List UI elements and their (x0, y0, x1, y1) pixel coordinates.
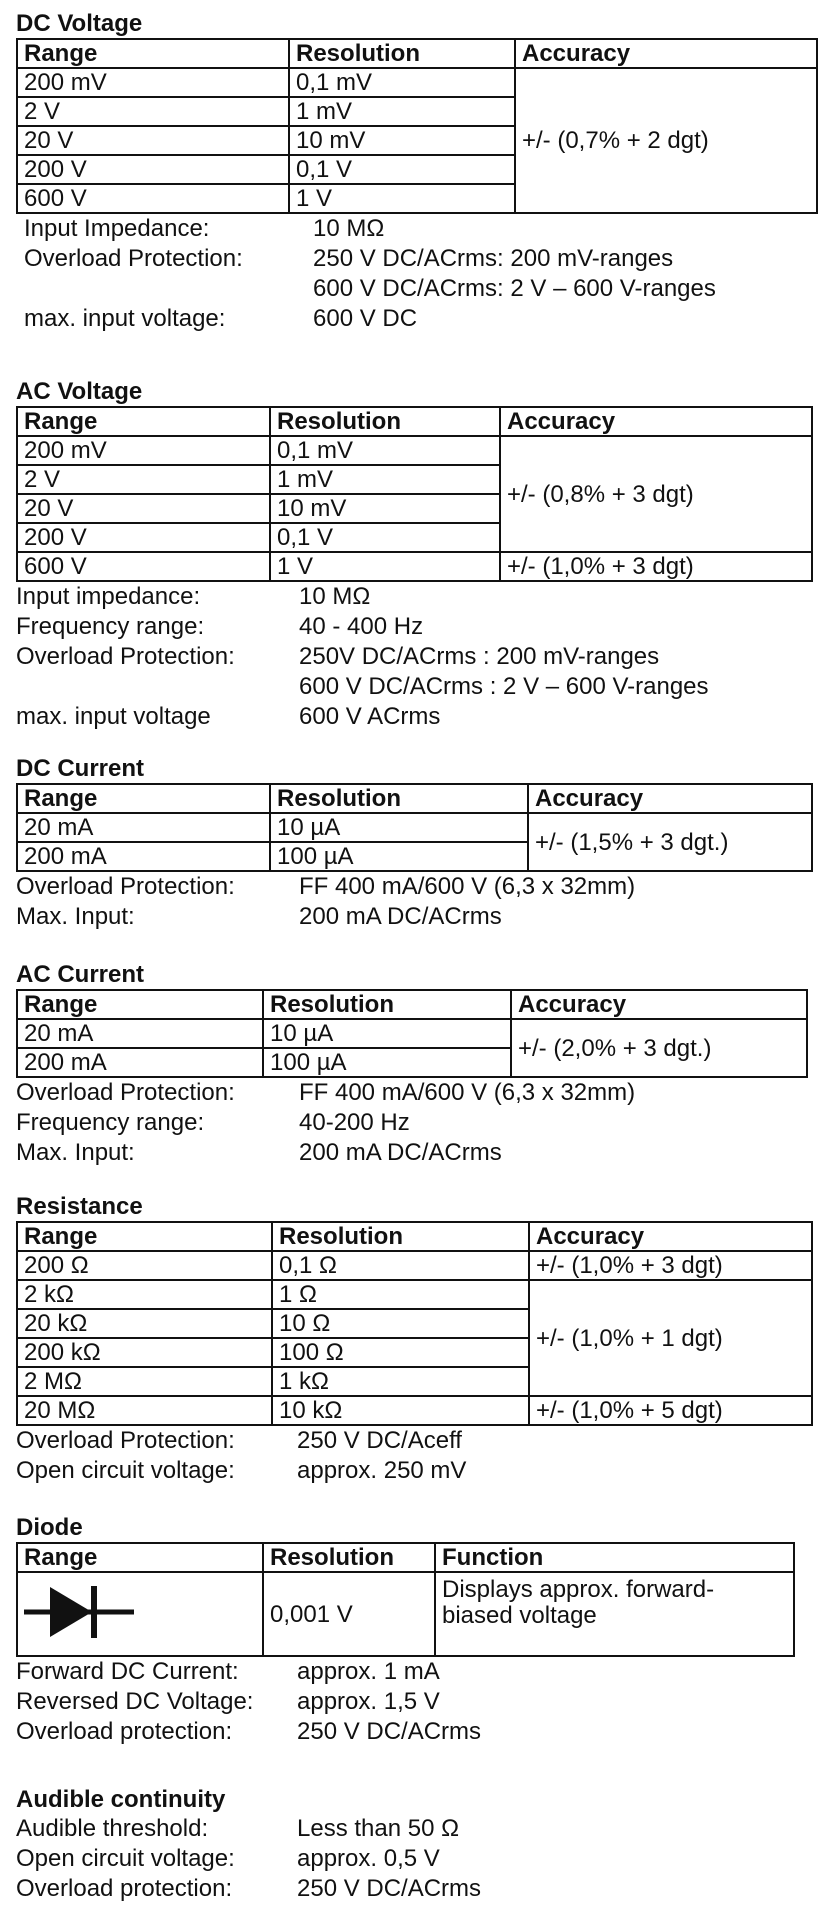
range-cell: 2 V (17, 97, 289, 126)
header-resolution: Resolution (272, 1222, 529, 1251)
spec-label: Overload Protection: (16, 1427, 235, 1454)
table-row (17, 813, 812, 842)
spec-value: 250 V DC/Aceff (297, 1427, 462, 1454)
spec-value: 40-200 Hz (299, 1109, 410, 1136)
header-range: Range (17, 1222, 272, 1251)
spec-row (16, 1078, 808, 1108)
spec-value: 600 V DC (313, 305, 418, 332)
resolution-cell: 10 µA (270, 813, 528, 842)
spec-row (16, 1844, 481, 1874)
range-cell: 200 mV (17, 68, 289, 97)
spec-value: 250 V DC/ACrms: 200 mV-ranges (313, 245, 674, 272)
range-cell: 200 V (17, 523, 270, 552)
table-header-row (17, 407, 812, 436)
resolution-cell: 100 µA (263, 1048, 511, 1077)
table-header-row (17, 1222, 812, 1251)
ac-voltage-table (16, 406, 813, 582)
range-cell (17, 1572, 263, 1656)
spec-row (24, 304, 818, 334)
header-accuracy: Accuracy (500, 407, 812, 436)
spec-row (16, 902, 813, 932)
header-accuracy: Accuracy (529, 1222, 812, 1251)
spec-value: 600 V DC/ACrms: 2 V – 600 V-ranges (313, 275, 716, 302)
spec-label: Max. Input: (16, 1139, 135, 1166)
resolution-cell: 10 µA (263, 1019, 511, 1048)
header-range: Range (17, 784, 270, 813)
spec-value: 200 mA DC/ACrms (299, 1139, 502, 1166)
spec-value: approx. 0,5 V (297, 1845, 440, 1872)
dc-current-section (16, 755, 813, 932)
spec-label: Frequency range: (16, 613, 205, 640)
spec-value: Less than 50 Ω (297, 1815, 460, 1842)
spec-row (16, 702, 813, 732)
table-row (17, 436, 812, 465)
accuracy-cell: +/- (1,0% + 3 dgt) (500, 552, 812, 581)
spec-row (16, 1874, 481, 1904)
spec-value: FF 400 mA/600 V (6,3 x 32mm) (299, 1079, 636, 1106)
accuracy-cell: +/- (1,5% + 3 dgt.) (528, 813, 812, 871)
resolution-cell: 0,1 mV (270, 436, 500, 465)
spec-row (16, 1456, 813, 1486)
table-row (17, 1572, 794, 1656)
spec-row (24, 274, 818, 304)
range-cell: 2 MΩ (17, 1367, 272, 1396)
resolution-cell: 0,1 Ω (272, 1251, 529, 1280)
range-cell: 20 V (17, 494, 270, 523)
spec-row (16, 1657, 795, 1687)
diode-symbol-icon (24, 1582, 134, 1642)
resolution-cell: 0,001 V (263, 1572, 435, 1656)
spec-label: Input Impedance: (24, 215, 210, 242)
spec-label: max. input voltage (16, 703, 211, 730)
spec-label: Frequency range: (16, 1109, 205, 1136)
spec-row (16, 642, 813, 672)
table-row (17, 552, 812, 581)
header-resolution: Resolution (263, 990, 511, 1019)
ac-voltage-section (16, 378, 813, 732)
range-cell: 600 V (17, 184, 289, 213)
header-accuracy: Accuracy (528, 784, 812, 813)
ac-voltage-specs (16, 582, 813, 732)
spec-value: 600 V ACrms (299, 703, 441, 730)
spec-label: Max. Input: (16, 903, 135, 930)
continuity-title: Audible continuity (16, 1786, 226, 1813)
header-accuracy: Accuracy (515, 39, 817, 68)
spec-row (16, 872, 813, 902)
spec-value: 600 V DC/ACrms : 2 V – 600 V-ranges (299, 673, 709, 700)
dc-current-specs (16, 872, 813, 932)
function-line: Displays approx. forward- (442, 1576, 715, 1603)
resistance-title: Resistance (16, 1193, 143, 1220)
resolution-cell: 1 mV (270, 465, 500, 494)
header-range: Range (17, 1543, 263, 1572)
ac-current-specs (16, 1078, 808, 1168)
spec-row (16, 1687, 795, 1717)
range-cell: 2 kΩ (17, 1280, 272, 1309)
spec-row (24, 244, 818, 274)
resolution-cell: 100 Ω (272, 1338, 529, 1367)
spec-value: approx. 250 mV (297, 1457, 467, 1484)
spec-value: 200 mA DC/ACrms (299, 903, 502, 930)
spec-label: Overload protection: (16, 1875, 233, 1902)
header-resolution: Resolution (270, 407, 500, 436)
ac-current-section (16, 961, 808, 1168)
spec-row (16, 1138, 808, 1168)
header-range: Range (17, 39, 289, 68)
header-function: Function (435, 1543, 794, 1572)
function-cell (435, 1572, 794, 1656)
dc-voltage-table (16, 38, 818, 214)
spec-label (24, 274, 313, 304)
function-line: biased voltage (442, 1602, 597, 1629)
accuracy-cell: +/- (2,0% + 3 dgt.) (511, 1019, 807, 1077)
resolution-cell: 10 kΩ (272, 1396, 529, 1425)
spec-label: Overload Protection: (24, 245, 243, 272)
spec-row (16, 672, 813, 702)
header-range: Range (17, 990, 263, 1019)
spec-value: 250V DC/ACrms : 200 mV-ranges (299, 643, 660, 670)
resolution-cell: 10 mV (289, 126, 515, 155)
header-resolution: Resolution (263, 1543, 435, 1572)
table-row (17, 1251, 812, 1280)
header-range: Range (17, 407, 270, 436)
range-cell: 200 kΩ (17, 1338, 272, 1367)
spec-label (16, 672, 299, 702)
accuracy-cell: +/- (1,0% + 1 dgt) (529, 1280, 812, 1396)
resolution-cell: 1 mV (289, 97, 515, 126)
range-cell: 20 MΩ (17, 1396, 272, 1425)
resolution-cell: 0,1 V (289, 155, 515, 184)
spec-label: Input impedance: (16, 583, 201, 610)
spec-label: Overload Protection: (16, 873, 235, 900)
spec-value: 10 MΩ (313, 215, 385, 242)
spec-value: 250 V DC/ACrms (297, 1718, 482, 1745)
spec-value: 40 - 400 Hz (299, 613, 424, 640)
range-cell: 200 mA (17, 842, 270, 871)
spec-label: Overload protection: (16, 1718, 233, 1745)
spec-label: Overload Protection: (16, 643, 235, 670)
spec-value: approx. 1 mA (297, 1658, 440, 1685)
spec-value: 250 V DC/ACrms (297, 1875, 482, 1902)
accuracy-cell: +/- (0,7% + 2 dgt) (515, 68, 817, 213)
ac-current-title: AC Current (16, 961, 145, 988)
accuracy-cell: +/- (1,0% + 5 dgt) (529, 1396, 812, 1425)
resolution-cell: 10 mV (270, 494, 500, 523)
resolution-cell: 1 V (270, 552, 500, 581)
spec-row (16, 612, 813, 642)
continuity-section (16, 1786, 481, 1904)
range-cell: 20 mA (17, 1019, 263, 1048)
resolution-cell: 1 kΩ (272, 1367, 529, 1396)
spec-row (24, 214, 818, 244)
header-accuracy: Accuracy (511, 990, 807, 1019)
spec-label: Reversed DC Voltage: (16, 1688, 254, 1715)
spec-row (16, 1108, 808, 1138)
header-resolution: Resolution (270, 784, 528, 813)
spec-label: max. input voltage: (24, 305, 226, 332)
resolution-cell: 100 µA (270, 842, 528, 871)
dc-voltage-specs (24, 214, 818, 334)
diode-title: Diode (16, 1514, 83, 1541)
table-row (17, 68, 817, 97)
resistance-specs (16, 1426, 813, 1486)
ac-current-table (16, 989, 808, 1078)
table-row (17, 1396, 812, 1425)
table-header-row (17, 990, 807, 1019)
resolution-cell: 0,1 mV (289, 68, 515, 97)
table-row (17, 1280, 812, 1309)
dc-voltage-section (16, 10, 818, 334)
header-resolution: Resolution (289, 39, 515, 68)
diode-table (16, 1542, 795, 1657)
dc-voltage-title: DC Voltage (16, 10, 143, 37)
spec-value: approx. 1,5 V (297, 1688, 440, 1715)
dc-current-table (16, 783, 813, 872)
spec-row (16, 582, 813, 612)
table-header-row (17, 1543, 794, 1572)
ac-voltage-title: AC Voltage (16, 378, 143, 405)
spec-label: Overload Protection: (16, 1079, 235, 1106)
table-header-row (17, 784, 812, 813)
accuracy-cell: +/- (1,0% + 3 dgt) (529, 1251, 812, 1280)
diode-specs (16, 1657, 795, 1747)
range-cell: 20 kΩ (17, 1309, 272, 1338)
table-row (17, 1019, 807, 1048)
spec-value: FF 400 mA/600 V (6,3 x 32mm) (299, 873, 636, 900)
resistance-table (16, 1221, 813, 1426)
resolution-cell: 0,1 V (270, 523, 500, 552)
range-cell: 200 mA (17, 1048, 263, 1077)
table-header-row (17, 39, 817, 68)
resolution-cell: 1 V (289, 184, 515, 213)
range-cell: 600 V (17, 552, 270, 581)
spec-label: Open circuit voltage: (16, 1845, 235, 1872)
spec-value: 10 MΩ (299, 583, 371, 610)
continuity-specs (16, 1814, 481, 1904)
range-cell: 2 V (17, 465, 270, 494)
spec-label: Forward DC Current: (16, 1658, 239, 1685)
resolution-cell: 1 Ω (272, 1280, 529, 1309)
spec-label: Open circuit voltage: (16, 1457, 235, 1484)
dc-current-title: DC Current (16, 755, 145, 782)
spec-row (16, 1717, 795, 1747)
range-cell: 200 mV (17, 436, 270, 465)
accuracy-cell: +/- (0,8% + 3 dgt) (500, 436, 812, 552)
range-cell: 200 Ω (17, 1251, 272, 1280)
spec-row (16, 1814, 481, 1844)
resolution-cell: 10 Ω (272, 1309, 529, 1338)
range-cell: 20 mA (17, 813, 270, 842)
spec-row (16, 1426, 813, 1456)
range-cell: 20 V (17, 126, 289, 155)
spec-label: Audible threshold: (16, 1815, 209, 1842)
diode-section (16, 1514, 795, 1747)
range-cell: 200 V (17, 155, 289, 184)
resistance-section (16, 1193, 813, 1486)
